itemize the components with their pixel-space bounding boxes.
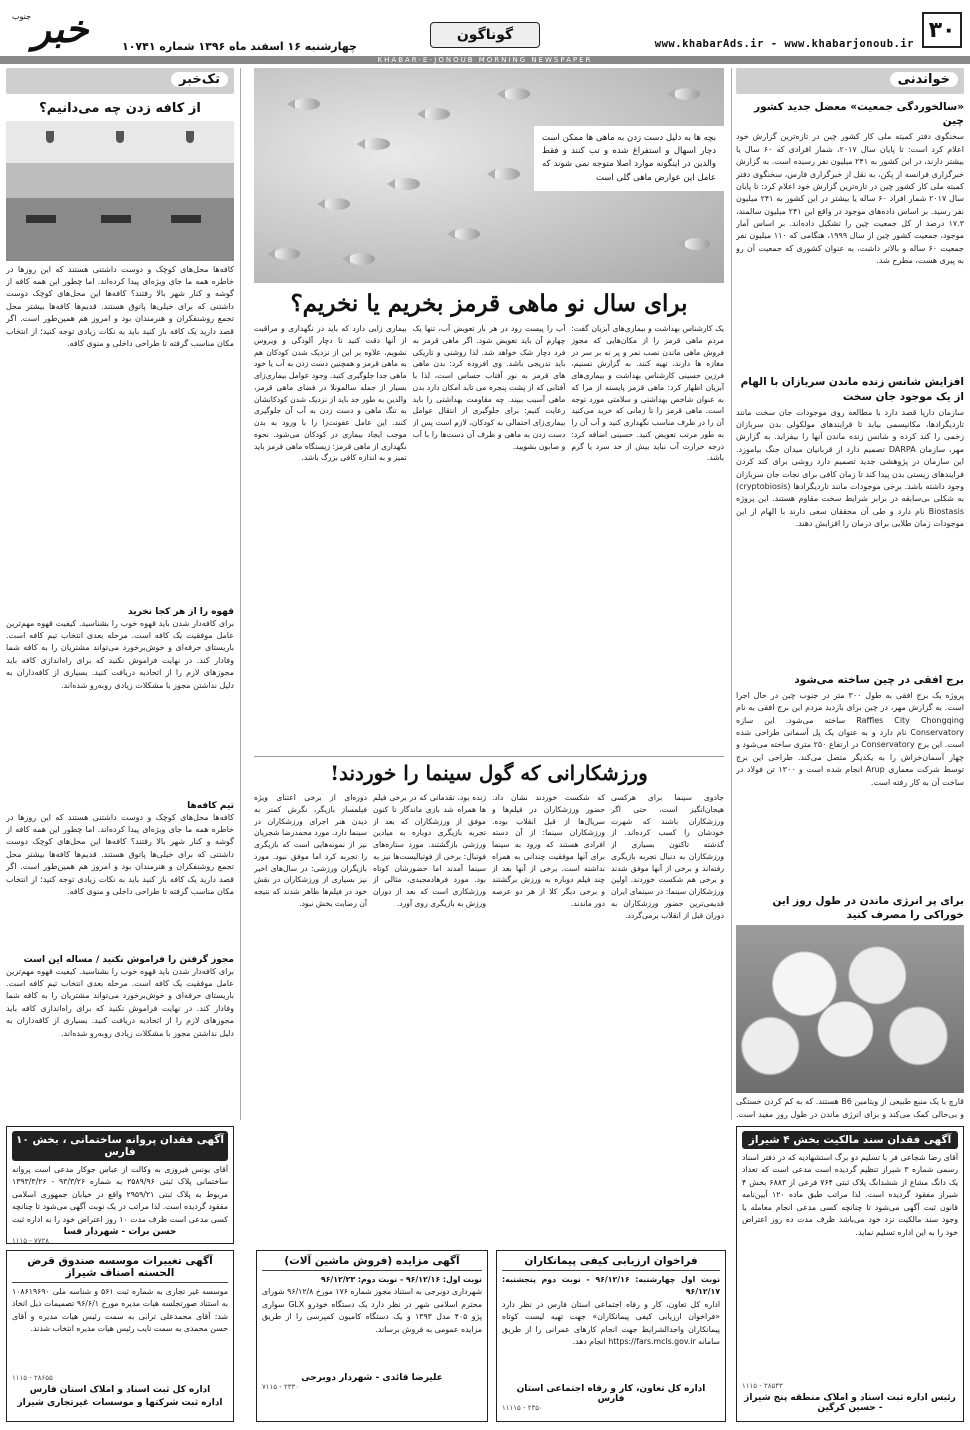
column-divider — [240, 68, 241, 1120]
column-header-label: تک‌خبر — [171, 72, 228, 87]
left-column — [6, 68, 234, 1124]
ad-contractor-call — [496, 1250, 726, 1422]
ad-signature-2: اداره ثبت شرکتها و موسسات غیرتجاری شیراز — [17, 1398, 223, 1408]
second-headline: ورزشکارانی که گول سینما را خوردند! — [330, 761, 648, 785]
fish-shape — [454, 228, 480, 240]
fish-shape — [504, 88, 530, 100]
fish-shape — [684, 238, 710, 250]
ad-signature: رئیس اداره ثبت اسناد و املاک منطقه پنج شیراز - حسین کرگین — [744, 1393, 956, 1413]
mushroom-photo — [736, 925, 964, 1093]
ad-body: موسسه غیر تجاری به شماره ثبت ۵۶۱ و شناسه ملی ۱۰۸۶۱۹۶۹۰ به استناد صورتجلسه هیات مدیره مورخ ۹۶/۶/۱ تصمیمات ذیل اتخاذ شد: آقای محمدعلی ترابی به سمت رئیس هیات مدیره و آقای حسن محمدی به سمت نایب رئیس هیات مدیره انتخاب شدند. — [12, 1287, 228, 1334]
article-title: افزایش شانس زنده ماندن سربازان با الهام از یک موجود جان سخت — [740, 376, 964, 403]
ad-dates: نوبت اول: ۹۶/۱۲/۱۶ - نوبت دوم: ۹۶/۱۲/۲۳ — [320, 1275, 482, 1284]
ad-code: ۱۱۱۵ - ۲۸۶۵۵ — [12, 1374, 53, 1382]
ad-signature: اداره کل تعاون، کار و رفاه اجتماعی استان فارس — [516, 1383, 706, 1404]
article-title: از کافه زدن چه می‌دانیم؟ — [39, 101, 201, 116]
masthead — [0, 0, 970, 62]
ad-title: آگهی فقدان پروانه ساختمانی ، بخش ۱۰ فارس — [12, 1131, 228, 1161]
ad-code: ۷۱۱۵ - ۲۳۳۰ — [262, 1383, 300, 1392]
lamp-shape — [46, 131, 54, 143]
fish-shape — [674, 88, 700, 100]
article-body: کافه‌ها محل‌های کوچک و دوست داشتنی هستند که این روزها در خاطره همه ما جای ویژه‌ای پیدا کرده‌اند. اما چطور این همه کافه از گوشه و کنار شهر بالا رفتند؟ کافه‌ها این محل‌های کوچک دوست داشتنی که برای خیلی‌ها پاتوق هستند. قدیم‌ها کافه‌ها بیشتر محل تجمع روشنفکران و هنرمندان بود و امروز هم همین‌طور است. اگر قصد دارید یک کافه باز کنید باید به نکات زیادی توجه کنید؛ از انتخاب مکان مناسب گرفته تا طراحی داخلی و منوی کافه. — [6, 812, 234, 896]
ad-title: فراخوان ارزیابی کیفی پیمانکاران — [502, 1255, 720, 1271]
divider — [254, 756, 724, 757]
article-body: قارچ با یک منبع طبیعی از ویتامین B6 هستند. که به کم کردن خستگی و بی‌حالی کمک می‌کند و برای انرژی ماندن در طول روز مفید است. — [736, 1097, 964, 1119]
article-title: برای پر انرژی ماندن در طول روز این خوراکی را مصرف کنید — [772, 894, 964, 922]
article-body: برای کافه‌دار شدن باید قهوه خوب را بشناسید. کیفیت قهوه مهم‌ترین عامل موفقیت یک کافه است. مرحله بعدی انتخاب تیم کافه است. باریستای حرفه‌ای و خوش‌برخورد می‌تواند مشتریان را به کافه شما وفادار کند. در نهایت فراموش نکنید که برای راه‌اندازی کافه باید مجوزهای لازم را از اتحادیه دریافت کنید. بسیاری از کافه‌داران به دلیل نداشتن مجوز با مشکلات زیادی روبه‌رو شده‌اند. — [6, 618, 234, 690]
article-subhead: قهوه را از هر کجا نخرید — [128, 606, 234, 617]
fish-shape — [364, 138, 390, 150]
article-body: سخنگوی دفتر کمیته ملی کار کشور چین در تازه‌ترین گزارش خود اعلام کرد است: تا پایان سال ۲۰۱۷، شمار افرادی که ۶۰ سال یا بیشتر دارند، در این کشور به ۲۴۱ میلیون نفر رسیده است. به گزارش خبرگزاری فرانسه از پکن، به نقل از خبرگزاری فارس، سخنگوی دفتر کمیته ملی کار کشور چین در تازه‌ترین گزارش خود اعلام کرد: تا پایان سال ۲۰۱۷ شمار افراد ۶۰ ساله یا بیشتر در این کشور به ۲۴۱ میلیون نفر رسید. بر اساس داده‌های موجود در واقع این ۲۴۱ میلیون سالمند، ۱۷.۳ درصد از کل جمعیت چین را تشکیل داده‌اند. بر اساس آمار موجود، جمعیت کشور چین از سال ۱۹۹۹، هنگامی که ۱۱۰ میلیون نفر جمعیت ۶۰ ساله و بالاتر داشت، به عنوان کشوری که جمعیت آن رو به پیری هست، مطرح شد. — [736, 132, 964, 266]
main-headline: برای سال نو ماهی قرمز بخریم یا نخریم؟ — [290, 290, 688, 317]
column-header — [736, 68, 964, 94]
article-column: جادوی سینما برای هرکسی هیجان‌انگیز است، حتی اگر ورزشکاران باشند که شهرت خودشان را کسب کرده‌اند. از گذشته تاکنون بسیاری از ورزشکاران به دنبال تجربه بازیگری رفته‌اند و برخی از آنها موفق شدند و برخی هم شکست خوردند. اولین ورزشکاران سینما: در سینمای ایران قدیمی‌ترین حضور ورزشکاران به دوران قبل از انقلاب برمی‌گردد. — [611, 793, 724, 920]
ad-fund-changes — [6, 1250, 234, 1422]
article-body: کافه‌ها محل‌های کوچک و دوست داشتنی هستند که این روزها در خاطره همه ما جای ویژه‌ای پیدا کرده‌اند. اما چطور این همه کافه از گوشه و کنار شهر بالا رفتند؟ کافه‌ها این محل‌های کوچک دوست داشتنی که برای خیلی‌ها پاتوق هستند. قدیم‌ها کافه‌ها بیشتر محل تجمع روشنفکران و هنرمندان بود و امروز هم همین‌طور است. اگر قصد دارید یک کافه باز کنید باید به نکات زیادی توجه کنید؛ از انتخاب مکان مناسب گرفته تا طراحی داخلی و منوی کافه. — [6, 264, 234, 348]
ad-body: اداره کل تعاون، کار و رفاه اجتماعی استان فارس در نظر دارد «فراخوان ارزیابی کیفی پیمانکاران» جهت تهیه لیست کوتاه پیمانکاران واجدالشرایط جهت انجام کارهای عمرانی را از طریق سامانه https://fars.mcls.gov.ir انجام دهد. — [502, 1299, 720, 1347]
article-column: که شکست خوردند نشان داد. حضور ورزشکاران در فیلم‌ها و سریال‌ها از قبل انقلاب بوده. ورزشکاران سینما: از آن دسته افرادی هستند که ورود به سینما برای آنها موفقیت چندانی به همراه نداشته است. برخی از آنها بعد از چند فیلم دوباره به ورزش برگشتند و برخی دیگر کلا از هر دو عرصه دور ماندند. — [492, 793, 605, 908]
ad-code: ۱۱۱۵ - ۷۷۲۸ — [12, 1237, 50, 1244]
table-shape — [101, 215, 131, 223]
lamp-shape — [186, 131, 194, 143]
section-title: گوناگون — [430, 22, 540, 48]
ad-code: ۱۱۱۱۵ - ۲۳۵۰ — [502, 1403, 543, 1412]
cafe-photo — [6, 121, 234, 261]
article-title: برج افقی در چین ساخته می‌شود — [794, 673, 964, 686]
article-column: بیماری زایی دارد که باید در نگهداری و مراقبت از آنها دقت کنید تا دچار آلودگی و ویروس نشویم، علاوه بر این از نزدیک شدن کودکان هم به ماهی قرمز و همچنین دست زدن به آب یا خود ماهی جدا جلوگیری کنید. وجود عوامل بیماری‌زای بسیار از جمله سالمونلا در فضای ماهی قرمز، والدین به طور جد باید از نزدیک شدن کودکانشان به تنگ ماهی و دست زدن به آب آن جلوگیری کنند. این عامل عفونت‌زا را با ورود به بدن موجب ایجاد بیماری در کودکان می‌شود. نحوه نگهداری از ماهی قرمز: زیستگاه ماهی قرمز باید تمیز و به اندازه کافی بزرگ باشد. — [254, 324, 407, 463]
ads-section — [6, 1126, 964, 1424]
article-column: دوره‌ای از برخی اعتنای ویژه فیلمساز بازیگر، نگرش کمتر به دیدن هنر اجرای ورزشکاران در سینما دارد. مورد محمدرضا شجریان نیز از نمونه‌هایی است که بازیگری را تجربه کرد اما موفق نبود. مورد بازیگران ورزشی: در سال‌های اخیر نیز بسیاری از ورزشکاران در نقش خود در فیلم‌ها ظاهر شدند که نتیجه آن رضایت بخش نبود. — [254, 793, 367, 908]
ad-title: آگهی مزایده (فروش ماشین آلات) — [262, 1255, 482, 1271]
ad-body: آقای یونس فیروزی به وکالت از عباس جوکار مدعی است پروانه ساختمانی پلاک ثبتی ۲۵۸۹/۹۶ به شماره ۹۳/۳/۲۶ - ۱۳۹۳/۳/۲۶ مربوط به پلاک ثبتی ۲۹۵۹/۲۱ واقع در خیابان جمهوری اسلامی مفقود گردیده است. لذا مراتب در یک نوبت آگهی می‌شود تا چنانچه کسی مدعی است ظرف مدت ۱۰ روز اعتراض خود را به اداره ثبت — [12, 1165, 228, 1224]
article-body: سازمان دارپا قصد دارد با مطالعه روی موجودات جان سخت مانند تاردیگرادها، مکانیسمی بیابد تا فرایندهای مولکولی بدن سربازان زخمی را کند کرده و شانس زنده ماندن آنها را بیفزاید. به گزارش مهر، سازمان DARPA تصمیم دارد از قربانیان میدان جنگ بیاموزد. این سازمان در پژوهشی جدید تصمیم دارد روشی برای کند کردن فرایندهای زیستی بدن پیدا کند تا زمان کافی برای نجات جان سربازان وجود داشته باشد. برخی موجودات مانند تاردیگرادها (cryptobiosis) به شکلی بی‌سابقه در برابر شرایط سخت مقاوم هستند. این پروژه Biostasis نام دارد و طی آن محققان سعی دارند با الهام از این موجودات زمان طلایی برای درمان را افزایش دهند. — [736, 407, 964, 529]
ad-signature: علیرضا قائدی - شهردار دوبرجی — [301, 1373, 443, 1384]
article-body: برای کافه‌دار شدن باید قهوه خوب را بشناسید. کیفیت قهوه مهم‌ترین عامل موفقیت یک کافه است. مرحله بعدی انتخاب تیم کافه است. باریستای حرفه‌ای و خوش‌برخورد می‌تواند مشتریان را به کافه شما وفادار کند. در نهایت فراموش نکنید که برای راه‌اندازی کافه باید مجوزهای لازم را از اتحادیه دریافت کنید. بسیاری از کافه‌داران به دلیل نداشتن مجوز با مشکلات زیادی روبه‌رو شده‌اند. — [6, 966, 234, 1038]
fish-shape — [349, 253, 375, 265]
dateline: چهارشنبه ۱۶ اسفند ماه ۱۳۹۶ شماره ۱۰۷۴۱ — [122, 40, 357, 53]
ad-body: آقای رضا شجاعی فر با تسلیم دو برگ استشهادیه که در دفتر اسناد رسمی شماره ۳ شیراز تنظیم گردیده است مدعی است که تعداد یک دانگ مشاع از ششدانگ پلاک ثبتی ۷۶۴ فرعی از ۶۸۸۳ بخش ۴ شیراز مفقود گردیده است. لذا مراتب طبق ماده ۱۲۰ آیین‌نامه قانون ثبت آگهی می‌شود تا چنانچه کسی مدعی انجام معامله یا وجود سند مالکیت نزد خود می‌باشد ظرف مدت ده روز اعتراض خود را به این اداره تسلیم نماید. — [742, 1153, 958, 1237]
column-header-label: خواندنی — [890, 72, 958, 87]
article-body: پروژه یک برج افقی به طول ۳۰۰ متر در جنوب چین در حال اجرا است. به گزارش مهر، در چین برای بازدید مردم این برج افقی به نام Raffles City Chongqing ساخته می‌شود. این سازه Conservatory نام دارد و به عنوان یک پل آسمانی طراحی شده است. این برج Conservatory در ارتفاع ۲۵۰ متری ساخته می‌شود و چهار آسمان‌خراش را به یکدیگر متصل می‌کند. طراحی این برج توسط شرکت معماری Arup انجام شده است و ۱۳۰۰ تن فولاد در ساخت آن به کار رفته است. — [736, 690, 964, 787]
fish-shape — [494, 168, 520, 180]
ad-signature: حسن برات - شهردار فسا — [63, 1227, 177, 1237]
fish-shape — [394, 178, 420, 190]
article-title: «سالخوردگی جمعیت» معضل جدید کشور چین — [754, 101, 964, 128]
fish-shape — [424, 108, 450, 120]
ad-dates: نوبت اول چهارشنبه: ۹۶/۱۲/۱۶ - نوبت دوم پنجشنبه: ۹۶/۱۲/۱۷ — [502, 1275, 720, 1297]
article-column: زنده بود، تقدماتی که در برخی فیلم ها همراه شد بازی ماندگار تا کنون موفق از ورزشکاران که بعد از تجربه بازیگری دوباره به میادین ورزشی بازگشتند. مورد ستاره‌های فوتبال: برخی از فوتبالیست‌ها نیز به سینما آمدند اما حضورشان کوتاه بود. مورد فرهادمجیدی، مثالی از ورزشکاری است که بعد از دوران ورزش به بازیگری روی آورد. — [373, 793, 486, 908]
right-column — [736, 68, 964, 1120]
second-article — [254, 792, 724, 1118]
logo-word: خبر — [32, 6, 89, 51]
column-divider — [731, 68, 732, 1120]
site-url[interactable]: www.khabarAds.ir - www.khabarjonoub.ir — [654, 38, 914, 50]
masthead-strip: KHABAR-E-JONOUB MORNING NEWSPAPER — [0, 56, 970, 64]
ad-title: آگهی فقدان سند مالکیت بخش ۴ شیراز — [742, 1131, 958, 1149]
fish-shape — [324, 198, 350, 210]
article-column: آب را پیست رود در هر بار تعویض آب، تنها یک چهارم آن باید تعویض شود. اگر ماهی قرمز به فرد دچار شک خواهد شد. لذا روشنی و تاریکی باید تدریجی باشد. وی افزوده کرد: بدن ماهی های قرمز به نور آفتاب حساس است، لذا با آفتابی که از پشت پنجره می تابد امکان دارد بدن ماهی آسیب ببیند. چه مقاومت بهداشتی را باید رعایت کنیم: برای جلوگیری از انتقال عوامل بیماری‌زای احتمالی به کودکان، لازم است پس از دست زدن به ماهی و ظرف آن دست‌ها را با آب و صابون بشویید. — [412, 324, 566, 451]
table-shape — [26, 215, 56, 223]
article-subhead: مجوز گرفتن را فراموش نکنید / مساله این است — [23, 954, 234, 965]
ad-body: شهرداری دوبرجی به استناد مجوز شماره ۱۷۶ مورخ ۹۶/۱۲/۸ شورای محترم اسلامی شهر در نظر دارد یک دستگاه خودرو GLX سواری پژو ۴۰۵ مدل ۱۳۹۳ و یک دستگاه کامیون کمپرسی را از طریق مزایده عمومی به فروش برساند. — [262, 1287, 482, 1334]
ad-auction — [256, 1250, 488, 1422]
middle-column — [254, 68, 724, 1118]
article-subhead: تیم کافه‌ها — [187, 800, 234, 811]
page-number: ۳۰ — [922, 12, 962, 48]
article-column: یک کارشناس بهداشت و بیماری‌های آبزیان گفت: مردم ماهی قرمز را از مکان‌هایی که مجوز فروش ماهی ماندن نصب نمر و پر نه بر سر در مغازه ها دارند، تهیه کنند. به گزارش تسنیم، فرزین حسینی کارشناس بهداشت و بیماری‌های آبزیان اظهار کرد: ماهی قرمز پایسته از مرا که به عنوان شاخص بهداشتی و سلامتی مورد توجه است. ماهی قرمز را تا زمانی که خرید می‌کنید آن را در ظرف مناسب نگهداری کنید و آب آن را به طور مرتب تعویض کنید. حسینی اضافه کرد: درجه حرارت آب نباید بیش از حد سرد یا گرم باشد. — [571, 324, 724, 463]
ad-signature: اداره کل ثبت اسناد و املاک استان فارس — [29, 1385, 211, 1395]
ad-code: ۱۱۱۵ - ۲۸۵۴۳ — [742, 1382, 783, 1390]
table-shape — [171, 215, 201, 223]
ad-lost-deed — [736, 1126, 964, 1422]
logo-sub: جنوب — [12, 12, 32, 21]
newspaper-logo — [8, 4, 113, 54]
fish-shape — [294, 98, 320, 110]
fish-shape — [274, 248, 300, 260]
column-header — [6, 68, 234, 94]
photo-caption: بچه ها به دلیل دست زدن به ماهی ها ممکن است دچار اسهال و استفراغ شده و تب کنند و فقط والدین در اینگونه موارد اصلا متوجه نمی شوند که عامل این عوارض ماهی گلی است — [534, 126, 724, 191]
lamp-shape — [116, 131, 124, 143]
ad-lost-permit — [6, 1126, 234, 1244]
ad-title: آگهی تغییرات موسسه صندوق قرض الحسنه اصناف شیراز — [12, 1255, 228, 1283]
main-article — [254, 323, 724, 753]
goldfish-photo — [254, 68, 724, 283]
